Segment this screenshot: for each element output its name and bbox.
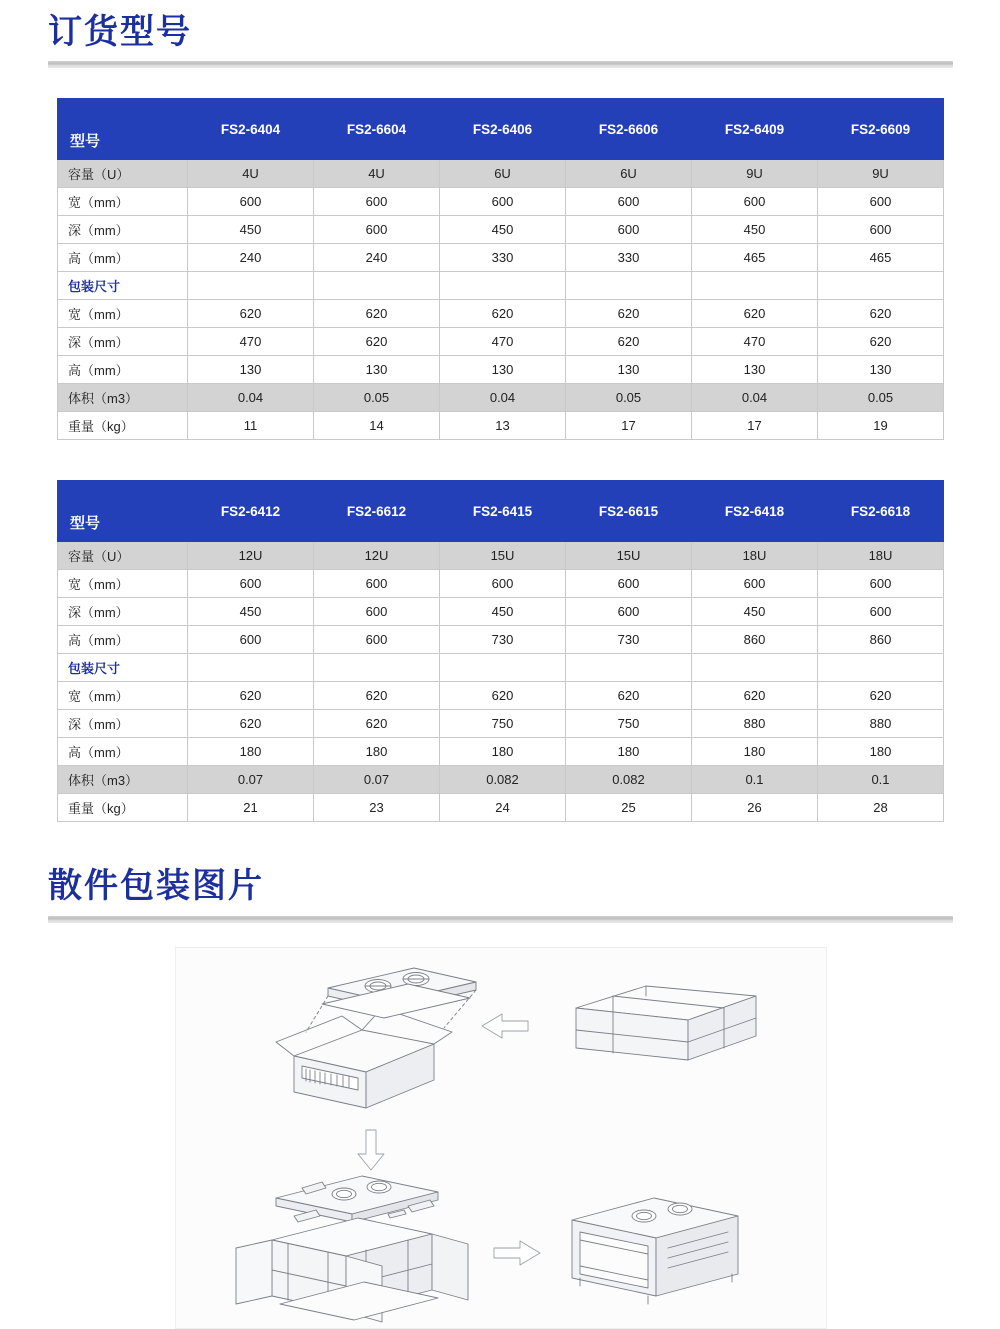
- spec-table-1-wrapper: [57, 98, 943, 440]
- cell-depth-5: 450: [692, 598, 818, 626]
- cell-weight-2: 23: [314, 794, 440, 822]
- cell-capacity-6: 18U: [818, 542, 944, 570]
- table-header-row: [58, 99, 944, 160]
- header-model-1: FS2-6404: [188, 99, 314, 160]
- cell-depth-2: 600: [314, 216, 440, 244]
- cell-pack-depth-5: 470: [692, 328, 818, 356]
- cell-width-4: 600: [566, 570, 692, 598]
- header-model-6: FS2-6609: [818, 99, 944, 160]
- cell-weight-4: 17: [566, 412, 692, 440]
- row-label-pack-width: 宽（mm）: [58, 300, 188, 328]
- cell-volume-2: 0.05: [314, 384, 440, 412]
- cell-depth-4: 600: [566, 216, 692, 244]
- cell-height-5: 860: [692, 626, 818, 654]
- cell-pack-width-1: 620: [188, 300, 314, 328]
- subheader-packing-size: 包装尺寸: [58, 654, 188, 682]
- down-arrow-icon: [358, 1130, 384, 1170]
- cell-pack-width-3: 620: [440, 300, 566, 328]
- cell-capacity-5: 18U: [692, 542, 818, 570]
- cell-pack-depth-3: 470: [440, 328, 566, 356]
- row-label-height: 高（mm）: [58, 626, 188, 654]
- cell-pack-width-4: 620: [566, 300, 692, 328]
- cell-depth-6: 600: [818, 216, 944, 244]
- row-label-pack-depth: 深（mm）: [58, 328, 188, 356]
- table-row: [58, 188, 944, 216]
- row-label-depth: 深（mm）: [58, 598, 188, 626]
- row-label-depth: 深（mm）: [58, 216, 188, 244]
- cell-capacity-3: 6U: [440, 160, 566, 188]
- cell-pack-height-1: 180: [188, 738, 314, 766]
- cell-pack-height-2: 130: [314, 356, 440, 384]
- cell-volume-3: 0.082: [440, 766, 566, 794]
- cell-volume-1: 0.04: [188, 384, 314, 412]
- cell-depth-1: 450: [188, 598, 314, 626]
- row-label-width: 宽（mm）: [58, 570, 188, 598]
- table-subheader-row: [58, 654, 944, 682]
- cell-capacity-3: 15U: [440, 542, 566, 570]
- cell-weight-6: 19: [818, 412, 944, 440]
- cell-weight-2: 14: [314, 412, 440, 440]
- cell-width-1: 600: [188, 188, 314, 216]
- table-row: [58, 542, 944, 570]
- subheader-spacer-5: [692, 654, 818, 682]
- cell-width-1: 600: [188, 570, 314, 598]
- cell-volume-2: 0.07: [314, 766, 440, 794]
- cell-height-1: 240: [188, 244, 314, 272]
- cell-height-2: 240: [314, 244, 440, 272]
- cell-width-2: 600: [314, 570, 440, 598]
- cell-height-5: 465: [692, 244, 818, 272]
- row-label-volume: 体积（m3）: [58, 384, 188, 412]
- cell-depth-6: 600: [818, 598, 944, 626]
- row-label-width: 宽（mm）: [58, 188, 188, 216]
- table-row: [58, 216, 944, 244]
- cell-volume-4: 0.05: [566, 384, 692, 412]
- row-label-pack-width: 宽（mm）: [58, 682, 188, 710]
- cell-width-6: 600: [818, 570, 944, 598]
- header-model-4: FS2-6606: [566, 99, 692, 160]
- cell-pack-depth-6: 880: [818, 710, 944, 738]
- cell-height-3: 330: [440, 244, 566, 272]
- cell-capacity-1: 4U: [188, 160, 314, 188]
- packing-diagram-panel: [175, 947, 827, 1329]
- open-carton-with-panels-icon: [276, 968, 476, 1108]
- header-model-label: 型号: [58, 481, 188, 542]
- header-model-label: 型号: [58, 99, 188, 160]
- table-row: [58, 626, 944, 654]
- cell-depth-3: 450: [440, 598, 566, 626]
- cell-pack-height-5: 130: [692, 356, 818, 384]
- table-row: [58, 412, 944, 440]
- table-row: [58, 244, 944, 272]
- table-row: [58, 710, 944, 738]
- page-title: 订货型号: [48, 13, 192, 51]
- cell-height-2: 600: [314, 626, 440, 654]
- cell-volume-5: 0.1: [692, 766, 818, 794]
- spec-table-2-wrapper: [57, 480, 943, 822]
- subheader-spacer-5: [692, 272, 818, 300]
- row-label-pack-height: 高（mm）: [58, 356, 188, 384]
- spec-table-2: [57, 480, 944, 822]
- cell-pack-depth-6: 620: [818, 328, 944, 356]
- table-row: [58, 766, 944, 794]
- cell-pack-height-6: 130: [818, 356, 944, 384]
- cell-weight-5: 26: [692, 794, 818, 822]
- cell-volume-1: 0.07: [188, 766, 314, 794]
- subheader-spacer-2: [314, 272, 440, 300]
- cell-pack-width-2: 620: [314, 300, 440, 328]
- cell-volume-4: 0.082: [566, 766, 692, 794]
- cell-width-5: 600: [692, 188, 818, 216]
- cell-width-3: 600: [440, 188, 566, 216]
- exploded-cabinet-assembly-icon: [236, 1176, 468, 1322]
- cell-pack-width-5: 620: [692, 300, 818, 328]
- cell-weight-1: 21: [188, 794, 314, 822]
- cell-capacity-1: 12U: [188, 542, 314, 570]
- header-model-3: FS2-6415: [440, 481, 566, 542]
- cell-pack-depth-3: 750: [440, 710, 566, 738]
- table-row: [58, 794, 944, 822]
- cell-depth-2: 600: [314, 598, 440, 626]
- cell-weight-3: 13: [440, 412, 566, 440]
- header-model-4: FS2-6615: [566, 481, 692, 542]
- row-label-capacity: 容量（U）: [58, 542, 188, 570]
- packing-images-section: [0, 822, 1000, 1328]
- cell-weight-6: 28: [818, 794, 944, 822]
- table-subheader-row: [58, 272, 944, 300]
- cell-depth-3: 450: [440, 216, 566, 244]
- cell-height-4: 730: [566, 626, 692, 654]
- cell-volume-6: 0.05: [818, 384, 944, 412]
- cell-capacity-4: 15U: [566, 542, 692, 570]
- subheader-spacer-3: [440, 272, 566, 300]
- cell-weight-5: 17: [692, 412, 818, 440]
- row-label-pack-height: 高（mm）: [58, 738, 188, 766]
- cell-pack-width-4: 620: [566, 682, 692, 710]
- cell-pack-height-5: 180: [692, 738, 818, 766]
- table-row: [58, 598, 944, 626]
- subheader-spacer-3: [440, 654, 566, 682]
- subheader-spacer-1: [188, 272, 314, 300]
- cell-weight-3: 24: [440, 794, 566, 822]
- cell-pack-height-1: 130: [188, 356, 314, 384]
- header-model-2: FS2-6604: [314, 99, 440, 160]
- cell-volume-5: 0.04: [692, 384, 818, 412]
- cell-height-4: 330: [566, 244, 692, 272]
- row-label-volume: 体积（m3）: [58, 766, 188, 794]
- cell-capacity-2: 12U: [314, 542, 440, 570]
- cell-width-4: 600: [566, 188, 692, 216]
- cell-weight-4: 25: [566, 794, 692, 822]
- cell-pack-depth-5: 880: [692, 710, 818, 738]
- table-header-row: [58, 481, 944, 542]
- cell-pack-depth-1: 470: [188, 328, 314, 356]
- cell-width-5: 600: [692, 570, 818, 598]
- table-row: [58, 384, 944, 412]
- packing-diagram-svg: [176, 948, 826, 1328]
- cell-pack-depth-4: 750: [566, 710, 692, 738]
- table-row: [58, 738, 944, 766]
- subheader-spacer-2: [314, 654, 440, 682]
- cell-pack-width-5: 620: [692, 682, 818, 710]
- assembled-cabinet-icon: [572, 1198, 738, 1304]
- cell-width-6: 600: [818, 188, 944, 216]
- header-model-1: FS2-6412: [188, 481, 314, 542]
- cell-height-6: 860: [818, 626, 944, 654]
- cell-pack-width-6: 620: [818, 300, 944, 328]
- cell-pack-height-4: 180: [566, 738, 692, 766]
- cell-depth-4: 600: [566, 598, 692, 626]
- cell-pack-depth-2: 620: [314, 710, 440, 738]
- cell-height-6: 465: [818, 244, 944, 272]
- cell-capacity-2: 4U: [314, 160, 440, 188]
- cell-weight-1: 11: [188, 412, 314, 440]
- cell-pack-depth-1: 620: [188, 710, 314, 738]
- row-label-height: 高（mm）: [58, 244, 188, 272]
- table-row: [58, 356, 944, 384]
- cell-depth-1: 450: [188, 216, 314, 244]
- row-label-weight: 重量（kg）: [58, 412, 188, 440]
- cell-pack-width-6: 620: [818, 682, 944, 710]
- row-label-weight: 重量（kg）: [58, 794, 188, 822]
- cell-pack-depth-2: 620: [314, 328, 440, 356]
- cell-width-2: 600: [314, 188, 440, 216]
- section-title-packing: 散件包装图片: [48, 867, 264, 906]
- table-row: [58, 682, 944, 710]
- title-divider: [48, 61, 953, 68]
- title-divider-2: [48, 916, 953, 923]
- cell-pack-depth-4: 620: [566, 328, 692, 356]
- header-model-5: FS2-6418: [692, 481, 818, 542]
- subheader-packing-size: 包装尺寸: [58, 272, 188, 300]
- cell-width-3: 600: [440, 570, 566, 598]
- subheader-spacer-4: [566, 654, 692, 682]
- cell-capacity-6: 9U: [818, 160, 944, 188]
- cell-height-1: 600: [188, 626, 314, 654]
- cell-volume-6: 0.1: [818, 766, 944, 794]
- left-arrow-icon: [482, 1014, 528, 1038]
- subheader-spacer-6: [818, 654, 944, 682]
- cell-pack-height-6: 180: [818, 738, 944, 766]
- cell-height-3: 730: [440, 626, 566, 654]
- spec-table-1: [57, 98, 944, 440]
- table-row: [58, 328, 944, 356]
- cell-pack-width-1: 620: [188, 682, 314, 710]
- subheader-spacer-4: [566, 272, 692, 300]
- row-label-capacity: 容量（U）: [58, 160, 188, 188]
- cell-capacity-4: 6U: [566, 160, 692, 188]
- cell-pack-height-3: 180: [440, 738, 566, 766]
- flat-pack-carton-icon: [576, 986, 756, 1060]
- subheader-spacer-1: [188, 654, 314, 682]
- cell-pack-width-2: 620: [314, 682, 440, 710]
- cell-pack-height-4: 130: [566, 356, 692, 384]
- right-arrow-icon: [494, 1241, 540, 1265]
- cell-depth-5: 450: [692, 216, 818, 244]
- header-model-2: FS2-6612: [314, 481, 440, 542]
- cell-pack-height-2: 180: [314, 738, 440, 766]
- cell-pack-width-3: 620: [440, 682, 566, 710]
- header-model-3: FS2-6406: [440, 99, 566, 160]
- table-row: [58, 570, 944, 598]
- row-label-pack-depth: 深（mm）: [58, 710, 188, 738]
- header-model-5: FS2-6409: [692, 99, 818, 160]
- cell-volume-3: 0.04: [440, 384, 566, 412]
- table-row: [58, 160, 944, 188]
- subheader-spacer-6: [818, 272, 944, 300]
- cell-capacity-5: 9U: [692, 160, 818, 188]
- table-row: [58, 300, 944, 328]
- cell-pack-height-3: 130: [440, 356, 566, 384]
- header-model-6: FS2-6618: [818, 481, 944, 542]
